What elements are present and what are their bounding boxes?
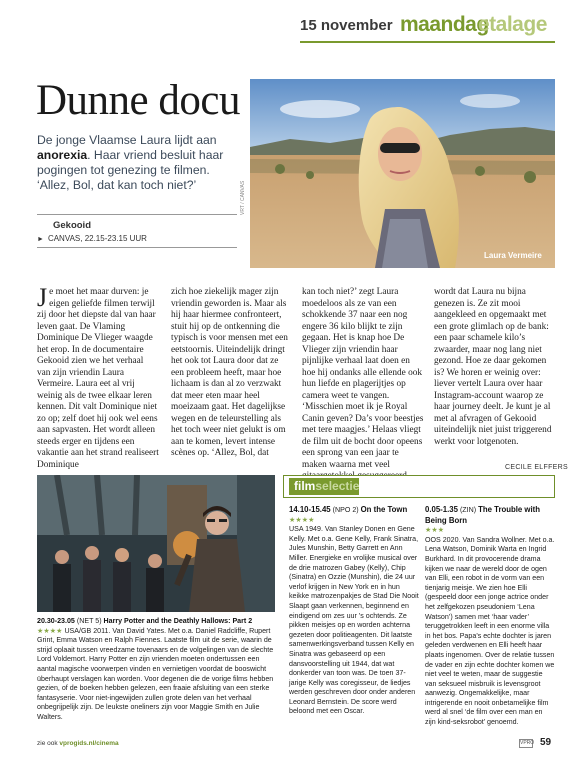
rating-stars: ★★★ [425,526,445,535]
author-byline: CECILE ELFFERS [505,464,568,471]
footer-link[interactable]: zie ook vprogids.nl/cinema [37,740,119,747]
photo-caption: Laura Vermeire [484,251,542,260]
article-column-1: Je moet het maar durven: je eigen geliefde filmen terwijl zij door het diepste dal van haar leven gaat. De Vlaming Dominique De Vlieger waagde het erop. In de documentaire Gekooid zien we het verhaal van zijn vriendin Laura Vermeire. Laura eet al vrij weinig als de twee elkaar leren kennen. Dit valt Dominique niet zo op; zelf doet hij ook wel eens aan sapvasten. Het wordt alleen steeds erger en tijdens een vakantie aan het strand realiseert Dominique [37,283,159,470]
header-rule [300,41,555,43]
section-title-etalage: etalage [478,13,547,36]
listing-harry-potter: 20.30-23.05 (NET 5) Harry Potter and the Deathly Hallows: Part 2 ★★★★ USA/GB 2011. Van David Yates. Met o.a. Daniel Radcliffe, Rupert Grint, Emma Watson en Ralph Fiennes. Laatste film uit de serie, waarin de strijd oplaait tussen vreedzame tovenaars en de volgelingen van de slechte Lord Voldemort. Harry Potter en zijn vrienden moeten ondertussen een aantal magische voorwerpen vinden en vernietigen voordat de booswicht überhaupt verslagen kan worden. Voor degenen die de vorige films hebben gezien, of de boeken hebben gelezen, een fraaie afsluiting van een sterke fantasyserie. Voor niet-ingewijden zullen grote delen van het verhaal onbegrijpelijk zijn. De leukste oneliners zijn voor Maggie Smith en Julie Walters. [37,617,274,721]
page-number: 59 [540,737,552,748]
page-title: Dunne docu [36,77,240,124]
article-column-2: zich hoe ziekelijk mager zijn vriendin geworden is. Maar als hij haar hiermee confronteert, stuit hij op de ontkenning die typisch is voor mensen met een eetstoornis. Uiteindelijk dringt het ook tot Laura door dat ze een probleem heeft, maar hoe lichaam is dan al zo verzwakt dat meer eten maar heel moeizaam gaat. Het dagelijkse wegen en de teleurstelling als het toch weer niet gelukt is om aan te komen, levert intense scènes op. ‘Allez, Bol, dat [171,287,288,458]
film-title: Harry Potter and the Deathly Hallows: Part 2 [103,617,253,625]
article-column-4: wordt dat Laura nu bijna genezen is. Ze zit mooi aangekleed en opgemaakt met een grote glimlach op de bank: een paar schamele kilo’s zwaarder, maar nog lang niet gezond. Hoe ze daar gekomen is? We horen er weinig over: liever vertelt Laura over haar Instagram-account waarop ze haar journey deelt. Je kunt je al met al afvragen of Gekooid uiteindelijk niet juist triggerend werkt voor lotgenoten. [434,287,552,447]
issue-date: 15 november [300,17,393,34]
listing-on-the-town: 14.10-15.45 (NPO 2) On the Town ★★★★ USA 1949. Van Stanley Donen en Gene Kelly. Met o.a. Gene Kelly, Frank Sinatra, Jules Munshin, Betty Garrett en Ann Miller. Energieke en vrolijke musical over de drie matrozen Gabey (Kelly), Chip (Sinatra) en Ozzie (Munshin), die 24 uur verlof krijgen in New York en in hun keikke matrozenpakjes de Stad Die Nooit Slaapt gaan verkennen, beginnend en eindigend om zes uur ’s ochtends. Ze pikken meisjes op en worden achterna gezeten door politieagenten. Dit laatste samenwerkingsverband tussen Kelly en Sinatra was gebaseerd op een dansvoorstelling uit 1944, dat wat donkerder van toon was. De toen 37-jarige Kelly was coregisseur, de liedjes werden geschreven door onder anderen Leonard Bernstein. De score werd beloond met een Oscar. [289,505,419,716]
rating-stars: ★★★★ [37,626,63,635]
divider [37,214,237,215]
divider [37,247,237,248]
filmselectie-label: filmselectie [294,479,360,493]
film-title: The Trouble with Being Born [425,505,541,525]
film-title: On the Town [360,505,408,514]
harry-potter-photo [37,475,275,612]
rating-stars: ★★★★ [289,515,315,524]
play-arrow-icon: ► [37,236,44,243]
program-title: Gekooid [53,220,92,231]
program-channel: ► CANVAS, 22.15-23.15 UUR [37,234,147,243]
dropcap: J [37,283,48,312]
photo-credit: VRT / CANVAS [240,180,246,215]
article-column-3: kan toch niet?’ zegt Laura moedeloos als ze van een schokkende 37 naar een nog engere 36 kilo blijkt te zijn gegaan. Het is knap hoe De Vlieger zijn vriendin haar pijnlijke verhaal laat doen en hoe hij ondanks alle ellende ook hun liefde en plagerijtjes op camera weet te vangen. ‘Misschien moet ik je Royal Canin geven? Da’s voor beestjes met tere maagjes.’ Helaas vliegt de film uit de bocht door opeens een sprong van een jaar te maken waarna met veel [302,287,424,470]
hero-photo [250,79,555,268]
intro-text: De jonge Vlaamse Laura lijdt aan anorexia. Haar vriend besluit haar pogingen tot genezing te filmen. ‘Allez, Bol, dat kan toch niet?’ [37,133,224,192]
listing-trouble-with-being-born: 0.05-1.35 (ZIN) The Trouble with Being Born ★★★ OOS 2020. Van Sandra Wollner. Met o.a. Lena Watson, Dominik Warta en Ingrid Burkhard. In dit provocerende drama kijken we naar de wereld door de ogen van Elli, een robot in de vorm van een tienjarig meisje. We zien hoe Elli (gespeeld door een jonge actrice onder het zelfgekozen pseudoniem ‘Lena Watson’) samen met ‘haar vader’ teruggetrokken leeft in een enorme villa in het bos. Papa’s echte dochter is jaren geleden verdwenen en Elli heeft haar plaats ingenomen. Over de relatie tussen de vader en zijn echte dochter komen we niet veel te weten, maar de suggestie van seksueel misbruik is levensgroot aanwezig. Ongemakkelijke, maar intrigerende en nooit onbetamelijke film werd al snel ‘de film over een man en zijn kind-seksrobot’ genoemd. [425,505,555,727]
section-title-maandag: maandag [400,13,489,36]
intro-keyword: anorexia [37,148,88,162]
vpro-logo: VPRO [520,740,535,746]
